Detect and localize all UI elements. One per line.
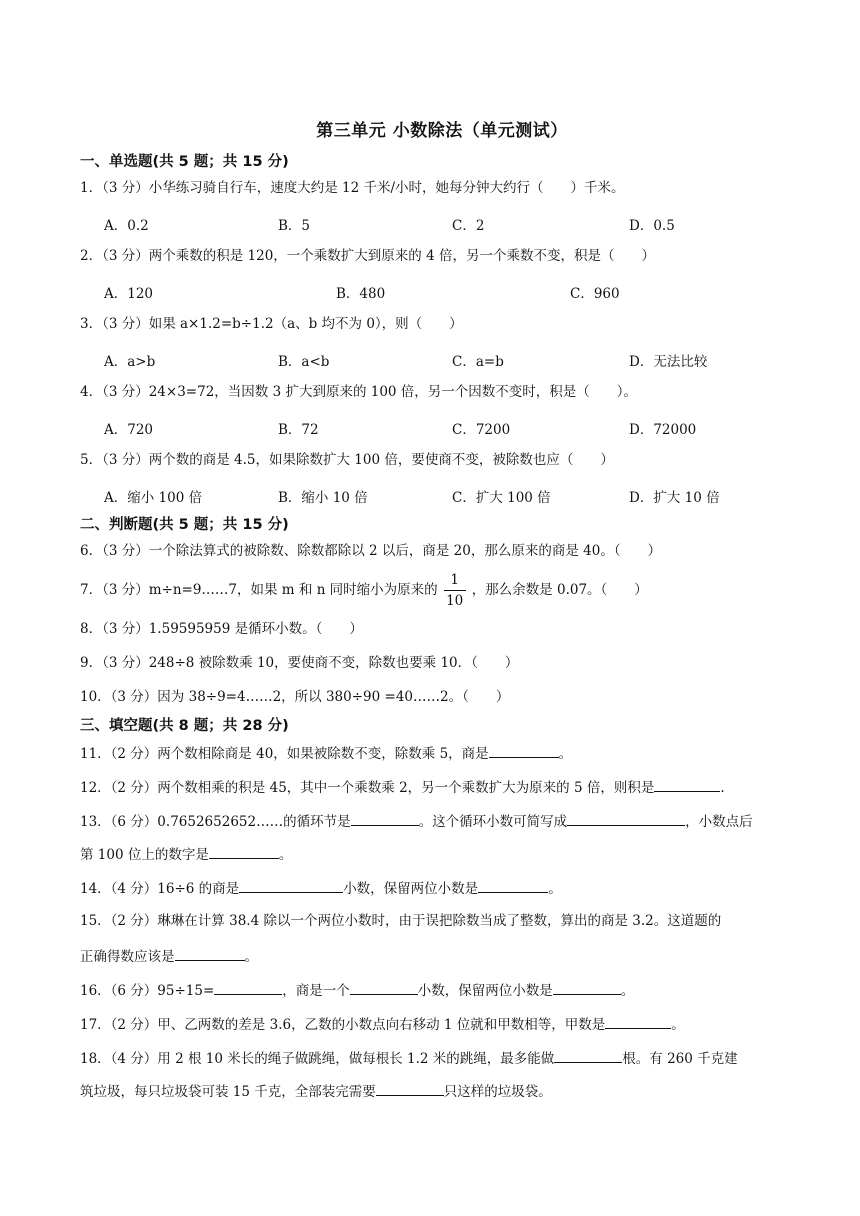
section-heading-single-choice: 一、单选题(共 5 题；共 15 分) [80,154,289,170]
q14-text-b: 小数，保留两位小数是 [343,881,479,897]
section-heading-true-false: 二、判断题(共 5 题；共 15 分) [80,517,289,533]
question-13-line-2 [80,843,292,865]
q15-text-c: 。 [244,949,258,965]
q12-end: . [720,780,725,796]
question-16 [80,979,634,1001]
answer-blank[interactable] [209,843,279,859]
q3-option-c: C．a=b [452,354,504,370]
q1-option-d: D．0.5 [629,218,675,234]
q5-option-a: A．缩小 100 倍 [104,490,203,506]
q1-option-c: C．2 [452,218,485,234]
q5-option-b: B．缩小 10 倍 [278,490,368,506]
section-heading-fill-blank: 三、填空题(共 8 题；共 28 分) [80,718,289,734]
q5-option-d: D．扩大 10 倍 [629,490,720,506]
q13-text-e: 。 [278,847,293,863]
fraction-bar [444,590,466,591]
answer-blank[interactable] [554,1047,622,1063]
q16-text-b: ，商是一个 [282,983,350,999]
question-10: 10．（3 分）因为 38÷9=4……2，所以 380÷90 =40……2。（ ） [80,689,510,705]
question-17 [80,1013,685,1035]
question-15-line-1: 15．（2 分）琳琳在计算 38.4 除以一个两位小数时，由于误把除数当成了整数，算出的商是 3.2。这道题的 [80,913,722,929]
question-1: 1．（3 分）小华练习骑自行车，速度大约是 12 千米/小时，她每分钟大约行（ ）千米。 [80,180,625,196]
q13-text-c: ，小数点后 [685,814,753,830]
q16-text-c: 小数，保留两位小数是 [417,983,553,999]
q18-text-b: 根。有 260 千克建 [622,1051,738,1067]
q13-text-a: 13．（6 分）0.7652652652……的循环节是 [80,814,351,830]
question-18-line-2 [80,1080,552,1102]
q7-text-after: ，那么余数是 0.07。（ ） [471,582,648,598]
q12-text: 12．（2 分）两个数相乘的积是 45，其中一个乘数乘 2，另一个乘数扩大为原来的 5 倍，则积是 [80,780,655,796]
q4-option-b: B．72 [278,422,319,438]
q5-option-c: C．扩大 100 倍 [452,490,551,506]
q13-text-b: 。这个循环小数可简写成 [418,814,568,830]
answer-blank[interactable] [175,945,245,961]
q2-option-a: A．120 [104,286,154,302]
q1-option-a: A．0.2 [104,218,149,234]
question-14 [80,877,562,899]
q18-text-c: 筑垃圾，每只垃圾袋可装 15 千克，全部装完需要 [80,1084,376,1100]
q4-option-a: A．720 [104,422,154,438]
fraction-denominator: 10 [446,593,464,609]
answer-blank[interactable] [376,1080,444,1096]
question-3: 3．（3 分）如果 a×1.2=b÷1.2（a、b 均不为 0），则（ ） [80,316,463,332]
q1-option-b: B．5 [278,218,311,234]
question-5: 5．（3 分）两个数的商是 4.5，如果除数扩大 100 倍，要使商不变，被除数也应（ ） [80,452,614,468]
answer-blank[interactable] [350,979,418,995]
q3-option-d: D．无法比较 [629,354,708,370]
answer-blank[interactable] [351,810,419,826]
question-8: 8．（3 分）1.59595959 是循环小数。（ ） [80,621,363,637]
q4-option-d: D．72000 [629,422,697,438]
question-6: 6．（3 分）一个除法算式的被除数、除数都除以 2 以后，商是 20，那么原来的商是 40。（ ） [80,543,662,559]
question-4: 4．（3 分）24×3=72，当因数 3 扩大到原来的 100 倍，另一个因数不变时，积是（ ）。 [80,384,638,400]
q14-text-c: 。 [548,881,562,897]
q17-text-b: 。 [671,1017,685,1033]
q18-text-a: 18．（4 分）用 2 根 10 米长的绳子做跳绳，做每根长 1.2 米的跳绳，最多能做 [80,1051,555,1067]
answer-blank[interactable] [478,877,548,893]
answer-blank[interactable] [214,979,282,995]
answer-blank[interactable] [489,742,559,758]
q2-option-b: B．480 [336,286,386,302]
question-18-line-1 [80,1047,738,1069]
question-11 [80,742,572,764]
q14-text-a: 14．（4 分）16÷6 的商是 [80,881,240,897]
question-2: 2．（3 分）两个乘数的积是 120，一个乘数扩大到原来的 4 倍，另一个乘数不变，积是（ ） [80,248,655,264]
q3-option-b: B．a<b [278,354,330,370]
fraction-numerator: 1 [450,572,459,588]
page-title: 第三单元 小数除法（单元测试） [316,121,568,141]
answer-blank[interactable] [553,979,621,995]
q15-text-b: 正确得数应该是 [80,949,175,965]
answer-blank[interactable] [567,810,685,826]
answer-blank[interactable] [654,776,720,792]
q2-option-c: C．960 [570,286,620,302]
q4-option-c: C．7200 [452,422,511,438]
q16-text-a: 16．（6 分）95÷15= [80,983,215,999]
question-12 [80,776,725,798]
fraction-one-tenth [444,571,466,610]
q17-text-a: 17．（2 分）甲、乙两数的差是 3.6，乙数的小数点向右移动 1 位就和甲数相等，甲数是 [80,1017,606,1033]
question-7 [80,570,648,610]
q7-text-before: 7．（3 分）m÷n=9……7，如果 m 和 n 同时缩小为原来的 [80,582,438,598]
question-9: 9．（3 分）248÷8 被除数乘 10，要使商不变，除数也要乘 10．（ ） [80,655,519,671]
question-13-line-1 [80,810,753,832]
q16-text-d: 。 [620,983,635,999]
q3-option-a: A．a>b [104,354,156,370]
q11-text: 11．（2 分）两个数相除商是 40，如果被除数不变，除数乘 5，商是 [80,746,489,762]
q13-text-d: 第 100 位上的数字是 [80,847,209,863]
answer-blank[interactable] [239,877,343,893]
q18-text-d: 只这样的垃圾袋。 [443,1084,552,1100]
question-15-line-2 [80,945,258,967]
q11-end: 。 [558,746,573,762]
answer-blank[interactable] [605,1013,671,1029]
